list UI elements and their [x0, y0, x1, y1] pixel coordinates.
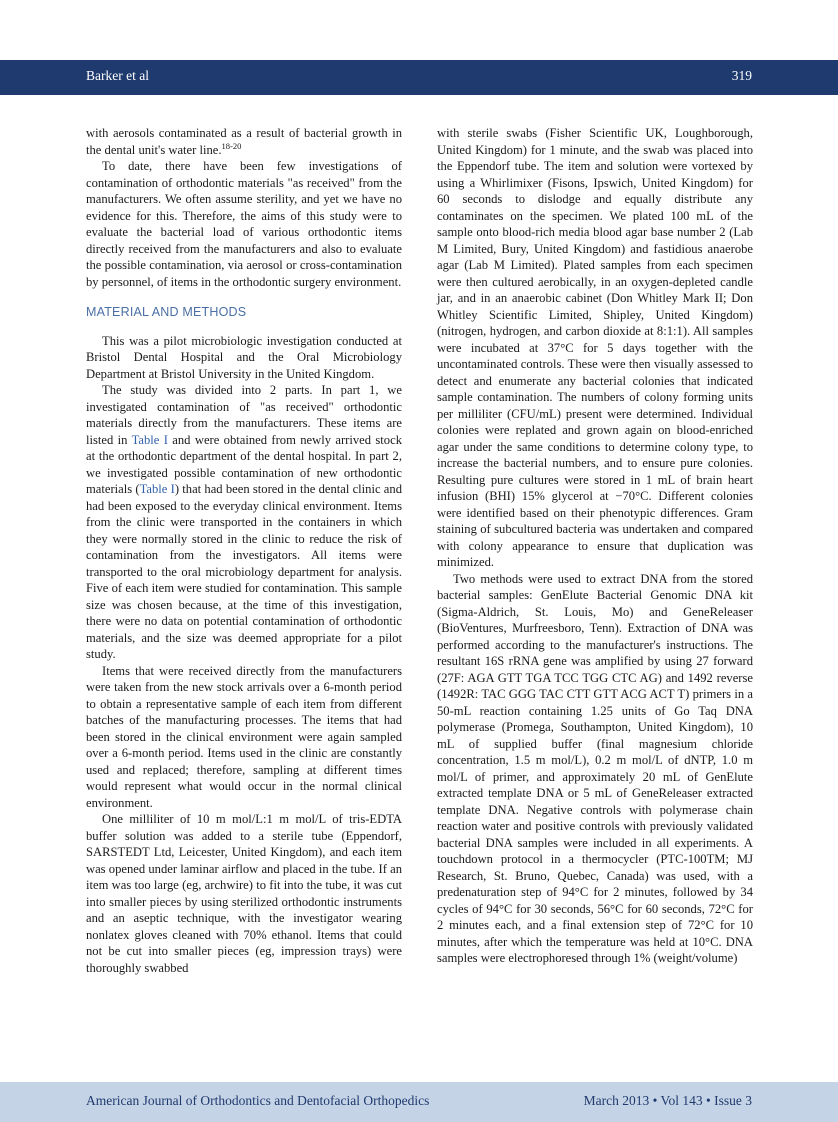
journal-footer	[0, 1082, 838, 1122]
section-heading: MATERIAL AND METHODS	[86, 305, 247, 319]
page-number: 319	[731, 68, 752, 83]
right-column	[437, 125, 753, 967]
paragraph: One milliliter of 10 m mol/L:1 m mol/L of tris-EDTA buffer solution was added to a sterile tube (Eppendorf, SARSTEDT Ltd, Leicester, United Kingdom), and each item was opened under laminar airflow and placed in the tube. If an item was too large (eg, archwire) to fit into the tube, it was cut into smaller pieces by using sterilized orthodontic instruments and an aseptic technique, with the investigator wearing nonlatex gloves cleaned with 70% ethanol. Items that could not be cut into smaller pieces (eg, impression trays) were thoroughly swabbed	[86, 812, 402, 975]
running-head-authors: Barker et al	[86, 68, 149, 83]
journal-title: American Journal of Orthodontics and Dentofacial Orthopedics	[86, 1093, 430, 1108]
citation-reference[interactable]: 18-20	[221, 140, 242, 151]
issue-info: March 2013 • Vol 143 • Issue 3	[583, 1093, 752, 1108]
paragraph: To date, there have been few investigations of contamination of orthodontic materials "as received" from the manufacturers. We often assume sterility, and yet we have no evidence for this. Therefore, the aims of this study were to evaluate the bacterial load of various orthodontic items directly received from the manufacturers and also to evaluate the possible contamination, via aerosol or cross-contamination by personnel, of items in the orthodontic surgery environment.	[86, 159, 402, 289]
left-column	[86, 125, 402, 976]
paragraph: Two methods were used to extract DNA from the stored bacterial samples: GenElute Bacterial Genomic DNA kit (Sigma-Aldrich, St. Louis, Mo) and GeneReleaser (BioVentures, Murfreesboro, Tenn). Extraction of DNA was performed according to the manufacturer's instructions. The resultant 16S rRNA gene was amplified by using 27 forward (27F: AGA GTT TGA TCC TGG CTC AG) and 1492 reverse (1492R: TAC GGG TAC CTT GTT ACG ACT T) primers in a 50-mL reaction containing 1.25 units of Go Taq DNA polymerase (Promega, Southampton, United Kingdom), 10 mL of supplied buffer (final magnesium chloride concentration, 1.5 m mol/L), 0.2 m mol/L of dNTP, 1.0 m mol/L of primer, and approximately 20 mL of GenElute extracted template DNA or 5 mL of GeneReleaser extracted template DNA. Negative controls with polymerase chain reaction water and positive controls with previously validated bacterial DNA samples were included in all experiments. A touchdown protocol in a thermocycler (PTC-100TM; MJ Research, St. Bruno, Quebec, Canada) was used, with a predenaturation step of 94°C for 2 minutes, followed by 34 cycles of 94°C for 30 seconds, 56°C for 60 seconds, 72°C for 2 minutes each, and a final extension step of 72°C for 10 minutes, after which the temperature was held at 10°C. DNA samples were electrophoresed through 1% (weight/volume)	[437, 571, 753, 965]
paragraph-text: ) that had been stored in the dental clinic and had been exposed to the everyday clinical environment. Items from the clinic were transported in the containers in which they were normally stored in the clinic to reduce the risk of contamination from the investigators. All items were transported to the oral microbiology department for analysis. Five of each item were studied for contamination. This sample size was chosen because, at the time of this investigation, there were no data on potential contamination of orthodontic materials, and the size was deemed appropriate for a pilot study.	[86, 482, 402, 661]
paragraph	[86, 125, 402, 158]
paragraph-text: and were obtained from newly arrived stock at the orthodontic department of the dental hospital. In part 2, we investigated possible contamination of new orthodontic materials (	[86, 432, 402, 496]
table-link[interactable]: Table I	[131, 432, 168, 447]
paragraph	[86, 382, 402, 663]
running-header	[0, 60, 838, 95]
paragraph-text: with aerosols contaminated as a result of bacterial growth in the dental unit's water line.	[86, 126, 402, 157]
table-link[interactable]: Table I	[139, 482, 175, 496]
paragraph-text: The study was divided into 2 parts. In part 1, we investigated contamination of "as received" orthodontic materials directly from the manufacturers. These items are listed in	[86, 383, 402, 447]
paragraph: This was a pilot microbiologic investigation conducted at Bristol Dental Hospital and the Oral Microbiology Department at Bristol University in the United Kingdom.	[86, 333, 402, 381]
paragraph: with sterile swabs (Fisher Scientific UK, Loughborough, United Kingdom) for 1 minute, and the swab was placed into the Eppendorf tube. The item and solution were vortexed by using a Whirlimixer (Fisons, Ipswich, United Kingdom) for 60 seconds to dislodge and equally distribute any contaminates on the specimen. We plated 100 mL of the sample onto blood-rich media blood agar base number 2 (Lab M Limited, Bury, United Kingdom) and fastidious anaerobe agar (Lab M Limited). Plated samples from each specimen were then cultured aerobically, in an oxygen-depleted candle jar, and in an anaerobic cabinet (Don Whitley Mark II; Don Whitley Scientific Limited, Shipley, United Kingdom) (nitrogen, hydrogen, and carbon dioxide at 8:1:1). All samples were incubated at 37°C for 5 days together with the uncontaminated controls. These were then visually assessed to detect and enumerate any bacterial colonies that indicated sample contamination. The numbers of colony forming units per milliliter (CFU/mL) present were determined. Individual colonies were replated and grown again on blood-enriched agar under the same conditions to determine colony type, to increase the bacterial numbers, and to ensure pure colonies. Resulting pure cultures were stored in 1 mL of brain heart infusion (BHI) 15% glycerol at −70°C. Different colonies were identified based on their phenotypic differences. Gram staining of subcultured bacteria was undertaken and compared with colony appearance to ensure that duplication was minimized.	[437, 126, 753, 569]
paragraph: Items that were received directly from the manufacturers were taken from the new stock arrivals over a 6-month period to obtain a representative sample of each item from different batches of the manufacturing processes. The items that had been stored in the clinical environment were again sampled over a 6-month period. Items used in the clinic are constantly used and replaced; therefore, sampling at different times would represent what would occur in the normal clinical environment.	[86, 663, 402, 810]
